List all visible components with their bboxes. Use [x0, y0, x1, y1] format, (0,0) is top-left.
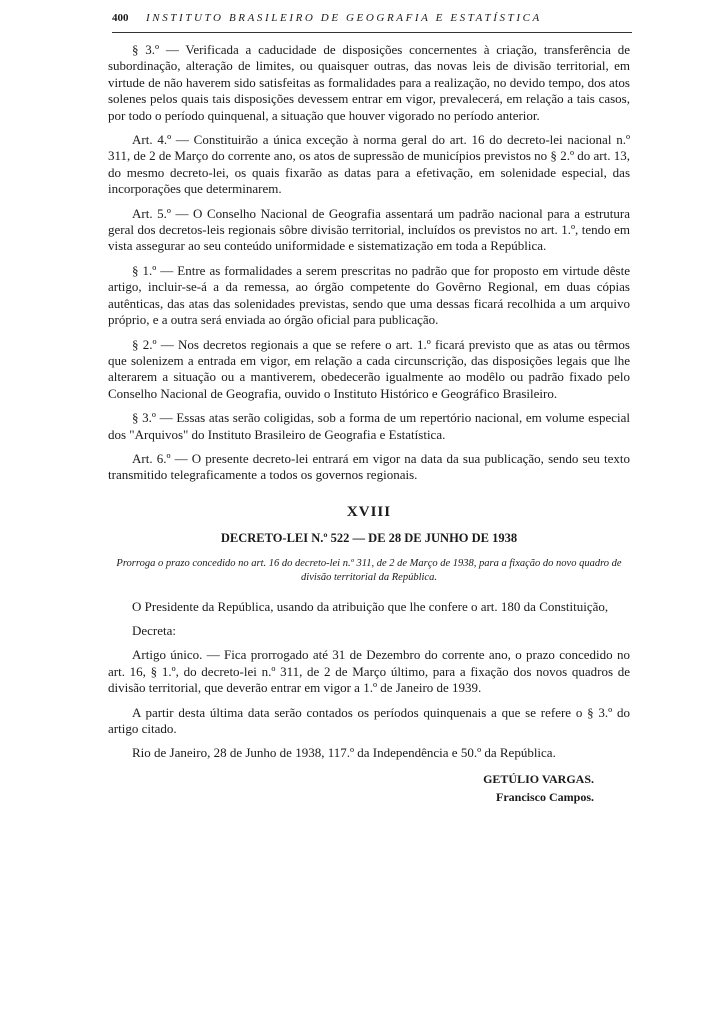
section-number: XVIII — [346, 503, 392, 520]
paragraph-decreta: Decreta: — [132, 622, 177, 638]
page-header — [112, 10, 632, 33]
paragraph-art3-par3: § 3.º — Verificada a caducidade de disposições concernentes à criação, transferência de subordinação, alteração de limites, ou quaisquer outras, das novas leis de divisão territorial, em virtude de não haverem sido satisfeitas as formalidades para a realização, no devido tempo, dos atos solenes pelos quais tais disposições devessem entrar em vigor, prevalecerá, em relação a tais casos, por todo o período quinquenal, a situação que houver vigorado no período anterior. — [108, 42, 630, 123]
decree-summary: Prorroga o prazo concedido no art. 16 do decreto-lei n.º 311, de 2 de Março de 1938, para a fixação do novo quadro de divisão territorial da República. — [116, 557, 622, 583]
running-head: INSTITUTO BRASILEIRO DE GEOGRAFIA E ESTATÍSTICA — [146, 12, 542, 24]
signature-block — [108, 770, 630, 806]
paragraph-art5-par2: § 2.º — Nos decretos regionais a que se refere o art. 1.º ficará previsto que as atas ou têrmos que solenizem a entrada em vigor, em relação a cada circunscrição, das disposições legais que lhe alterarem a situação ou a mantiverem, obedecerão igualmente ao modêlo ou padrão fixado pelo Conselho Nacional de Geografia, ouvido o Instituto Histórico e Geográfico Brasileiro. — [108, 336, 630, 401]
paragraph-art5: Art. 5.º — O Conselho Nacional de Geografia assentará um padrão nacional para a estrutura geral dos decretos-leis regionais sôbre divisão territorial, incluídos os previstos no art. 1.º, tendo em vista assegurar ao seu conteúdo uniformidade e sistematização em toda a República. — [108, 205, 630, 254]
signature-minister: Francisco Campos. — [496, 789, 594, 804]
paragraph-art4: Art. 4.º — Constituirão a única exceção à norma geral do art. 16 do decreto-lei nacional n.º 311, de 2 de Março do corrente ano, os atos de supressão de municípios previstos no § 2.º do art. 13, do mesmo decreto-lei, os quais fixarão as datas para a efetivação, em solenidade especial, das incorporações que determinarem. — [108, 132, 630, 197]
paragraph-art5-par3: § 3.º — Essas atas serão coligidas, sob a forma de um repertório nacional, em volume especial dos "Arquivos" do Instituto Brasileiro de Geografia e Estatística. — [108, 410, 630, 442]
signature-president: GETÚLIO VARGAS. — [483, 771, 594, 786]
paragraph-artigo-unico: Artigo único. — Fica prorrogado até 31 de Dezembro do corrente ano, o prazo concedido no art. 16, § 1.º, do decreto-lei n.º 311, de 2 de Março último, para a fixação dos novos quadros de divisão territorial, que deverão entrar em vigor a 1.º de Janeiro de 1939. — [108, 647, 630, 696]
paragraph-art6: Art. 6.º — O presente decreto-lei entrará em vigor na data da sua publicação, sendo seu texto transmitido telegraficamente a todos os governos regionais. — [108, 450, 630, 483]
decree-title: DECRETO-LEI N.º 522 — DE 28 DE JUNHO DE 1938 — [220, 531, 518, 546]
paragraph-preamble: O Presidente da República, usando da atribuição que lhe confere o art. 180 da Constituição, — [132, 598, 609, 614]
paragraph-date-place: Rio de Janeiro, 28 de Junho de 1938, 117.º da Independência e 50.º da República. — [132, 745, 556, 761]
body-text — [108, 42, 630, 806]
paragraph-periodos: A partir desta última data serão contados os períodos quinquenais a que se refere o § 3.º do artigo citado. — [108, 704, 630, 736]
paragraph-art5-par1: § 1.º — Entre as formalidades a serem prescritas no padrão que for proposto em virtude dêste artigo, incluir-se-á a da remessa, ao órgão competente do Govêrno Regional, em duas cópias autênticas, das atas das solenidades previstas, sendo que uma dessas ficará recolhida a um arquivo próprio, e a outra será enviada ao órgão oficial para publicação. — [108, 262, 630, 328]
page-number: 400 — [112, 12, 129, 24]
